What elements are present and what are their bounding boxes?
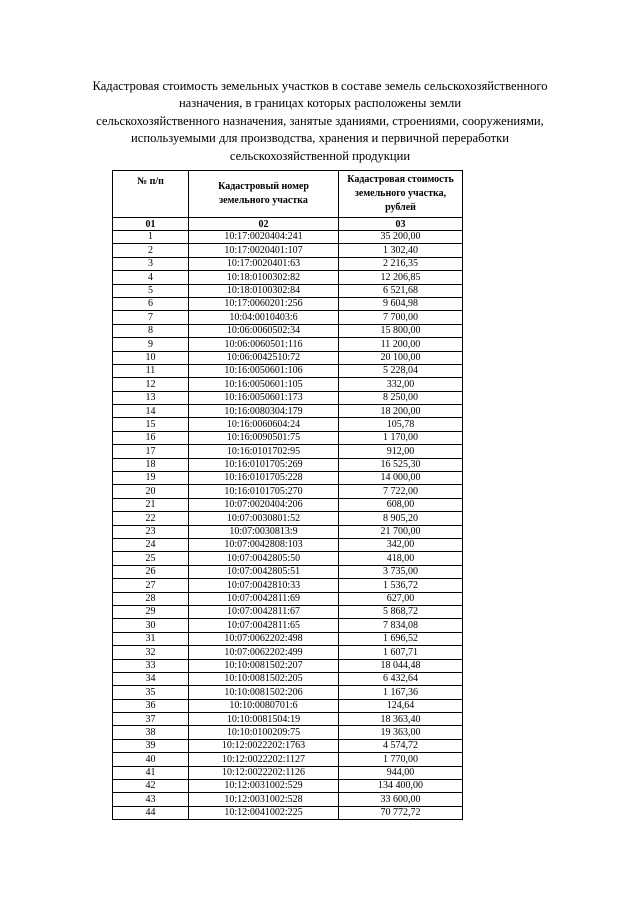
cadastral-number: 10:12:0022202:1127 xyxy=(189,753,339,766)
row-number: 22 xyxy=(113,512,189,525)
row-number: 34 xyxy=(113,672,189,685)
table-row xyxy=(113,458,463,471)
table-row xyxy=(113,472,463,485)
title-line: назначения, в границах которых расположены земли xyxy=(178,96,462,111)
row-number: 38 xyxy=(113,726,189,739)
cadastral-value: 134 400,00 xyxy=(339,780,463,793)
table-row xyxy=(113,324,463,337)
row-number: 28 xyxy=(113,592,189,605)
table-row xyxy=(113,498,463,511)
row-number: 43 xyxy=(113,793,189,806)
cadastral-number: 10:07:0042811:69 xyxy=(189,592,339,605)
cadastral-number: 10:06:0060501:116 xyxy=(189,338,339,351)
cadastral-number: 10:10:0081504:19 xyxy=(189,713,339,726)
cadastral-number: 10:16:0050601:106 xyxy=(189,364,339,377)
cadastral-value: 124,64 xyxy=(339,699,463,712)
cadastral-number: 10:07:0062202:498 xyxy=(189,632,339,645)
cadastral-value: 912,00 xyxy=(339,445,463,458)
row-number: 11 xyxy=(113,364,189,377)
table-row xyxy=(113,646,463,659)
cadastral-number: 10:10:0081502:205 xyxy=(189,672,339,685)
cadastral-value: 6 432,64 xyxy=(339,672,463,685)
table-row xyxy=(113,793,463,806)
cadastral-number: 10:16:0060604:24 xyxy=(189,418,339,431)
cadastral-value: 14 000,00 xyxy=(339,472,463,485)
cadastral-number: 10:06:0042510:72 xyxy=(189,351,339,364)
row-number: 8 xyxy=(113,324,189,337)
cadastral-value: 9 604,98 xyxy=(339,297,463,310)
table-row xyxy=(113,284,463,297)
cadastral-value: 1 536,72 xyxy=(339,579,463,592)
table-row xyxy=(113,565,463,578)
row-number: 13 xyxy=(113,391,189,404)
cadastral-value: 342,00 xyxy=(339,538,463,551)
table-row xyxy=(113,338,463,351)
cadastral-number: 10:16:0101705:269 xyxy=(189,458,339,471)
row-number: 23 xyxy=(113,525,189,538)
cadastral-number: 10:07:0042808:103 xyxy=(189,538,339,551)
cadastral-number: 10:07:0030801:52 xyxy=(189,512,339,525)
row-number: 5 xyxy=(113,284,189,297)
table-row xyxy=(113,364,463,377)
table-row xyxy=(113,431,463,444)
table-row xyxy=(113,672,463,685)
title-line: Кадастровая стоимость земельных участков в составе земель сельскохозяйственного xyxy=(92,79,548,93)
row-number: 12 xyxy=(113,378,189,391)
cadastral-value: 608,00 xyxy=(339,498,463,511)
table-row xyxy=(113,538,463,551)
cadastral-number: 10:12:0022202:1126 xyxy=(189,766,339,779)
cadastral-number: 10:12:0041002:225 xyxy=(189,806,339,819)
cadastral-value: 12 206,85 xyxy=(339,271,463,284)
row-number: 40 xyxy=(113,753,189,766)
cadastral-value: 105,78 xyxy=(339,418,463,431)
row-number: 31 xyxy=(113,632,189,645)
cadastral-number: 10:10:0100209:75 xyxy=(189,726,339,739)
cadastral-number: 10:06:0060502:34 xyxy=(189,324,339,337)
row-number: 37 xyxy=(113,713,189,726)
row-number: 32 xyxy=(113,646,189,659)
row-number: 1 xyxy=(113,231,189,244)
title-line: сельскохозяйственного назначения, занятые зданиями, строениями, сооружениями, xyxy=(96,113,544,128)
cadastral-number: 10:07:0042811:65 xyxy=(189,619,339,632)
row-number: 36 xyxy=(113,699,189,712)
table-row xyxy=(113,552,463,565)
cadastral-number: 10:16:0090501:75 xyxy=(189,431,339,444)
cadastral-value: 20 100,00 xyxy=(339,351,463,364)
cadastral-number: 10:16:0101702:95 xyxy=(189,445,339,458)
cadastral-value: 16 525,30 xyxy=(339,458,463,471)
row-number: 26 xyxy=(113,565,189,578)
cadastral-number: 10:16:0050601:105 xyxy=(189,378,339,391)
cadastral-value: 627,00 xyxy=(339,592,463,605)
cadastral-value-table xyxy=(112,170,463,820)
cadastral-number: 10:16:0050601:173 xyxy=(189,391,339,404)
table-row xyxy=(113,806,463,819)
cadastral-value: 15 800,00 xyxy=(339,324,463,337)
cadastral-value: 8 905,20 xyxy=(339,512,463,525)
cadastral-value: 1 170,00 xyxy=(339,431,463,444)
row-number: 18 xyxy=(113,458,189,471)
row-number: 2 xyxy=(113,244,189,257)
table-row xyxy=(113,659,463,672)
table-row xyxy=(113,686,463,699)
row-number: 29 xyxy=(113,605,189,618)
table-body xyxy=(113,231,463,820)
row-number: 14 xyxy=(113,405,189,418)
row-number: 27 xyxy=(113,579,189,592)
cadastral-value: 35 200,00 xyxy=(339,231,463,244)
column-code: 03 xyxy=(339,218,463,231)
table-row xyxy=(113,766,463,779)
cadastral-value: 18 044,48 xyxy=(339,659,463,672)
table-row xyxy=(113,231,463,244)
row-number: 20 xyxy=(113,485,189,498)
cadastral-value: 8 250,00 xyxy=(339,391,463,404)
table-row xyxy=(113,351,463,364)
table-row xyxy=(113,605,463,618)
table-row xyxy=(113,713,463,726)
title-line: сельскохозяйственной продукции xyxy=(229,148,411,163)
row-number: 10 xyxy=(113,351,189,364)
row-number: 9 xyxy=(113,338,189,351)
row-number: 25 xyxy=(113,552,189,565)
cadastral-value: 11 200,00 xyxy=(339,338,463,351)
table-row xyxy=(113,753,463,766)
cadastral-number: 10:17:0060201:256 xyxy=(189,297,339,310)
cadastral-value: 1 607,71 xyxy=(339,646,463,659)
table-row xyxy=(113,271,463,284)
cadastral-number: 10:12:0031002:529 xyxy=(189,780,339,793)
cadastral-number: 10:07:0062202:499 xyxy=(189,646,339,659)
cadastral-number: 10:07:0042805:50 xyxy=(189,552,339,565)
cadastral-number: 10:12:0031002:528 xyxy=(189,793,339,806)
title-line: используемыми для производства, хранения и первичной переработки xyxy=(131,131,509,146)
cadastral-value: 4 574,72 xyxy=(339,739,463,752)
row-number: 16 xyxy=(113,431,189,444)
cadastral-number: 10:16:0101705:270 xyxy=(189,485,339,498)
table-row xyxy=(113,378,463,391)
row-number: 21 xyxy=(113,498,189,511)
row-number: 35 xyxy=(113,686,189,699)
cadastral-number: 10:10:0081502:206 xyxy=(189,686,339,699)
row-number: 30 xyxy=(113,619,189,632)
cadastral-value: 1 167,36 xyxy=(339,686,463,699)
cadastral-number: 10:18:0100302:82 xyxy=(189,271,339,284)
cadastral-number: 10:07:0042811:67 xyxy=(189,605,339,618)
row-number: 4 xyxy=(113,271,189,284)
cadastral-number: 10:07:0030813:9 xyxy=(189,525,339,538)
table-row xyxy=(113,699,463,712)
column-header-cadastral-value: Кадастровая стоимость земельного участка, рублей xyxy=(339,171,463,218)
table-row xyxy=(113,244,463,257)
cadastral-value: 5 228,04 xyxy=(339,364,463,377)
cadastral-value: 19 363,00 xyxy=(339,726,463,739)
table-row xyxy=(113,297,463,310)
cadastral-value: 418,00 xyxy=(339,552,463,565)
row-number: 24 xyxy=(113,538,189,551)
column-code: 01 xyxy=(113,218,189,231)
cadastral-value: 7 700,00 xyxy=(339,311,463,324)
row-number: 17 xyxy=(113,445,189,458)
table-row xyxy=(113,780,463,793)
cadastral-value: 18 363,40 xyxy=(339,713,463,726)
cadastral-number: 10:10:0081502:207 xyxy=(189,659,339,672)
cadastral-value: 5 868,72 xyxy=(339,605,463,618)
column-header-cadastral-number: Кадастровый номер земельного участка xyxy=(189,171,339,218)
row-number: 3 xyxy=(113,257,189,270)
cadastral-number: 10:16:0080304:179 xyxy=(189,405,339,418)
cadastral-value: 1 302,40 xyxy=(339,244,463,257)
cadastral-value: 2 216,35 xyxy=(339,257,463,270)
cadastral-value: 18 200,00 xyxy=(339,405,463,418)
cadastral-value: 944,00 xyxy=(339,766,463,779)
row-number: 39 xyxy=(113,739,189,752)
row-number: 7 xyxy=(113,311,189,324)
table-row xyxy=(113,257,463,270)
row-number: 41 xyxy=(113,766,189,779)
row-number: 33 xyxy=(113,659,189,672)
cadastral-number: 10:17:0020401:107 xyxy=(189,244,339,257)
table-row xyxy=(113,525,463,538)
cadastral-number: 10:04:0010403:6 xyxy=(189,311,339,324)
cadastral-number: 10:10:0080701:6 xyxy=(189,699,339,712)
cadastral-number: 10:17:0020401:63 xyxy=(189,257,339,270)
table-row xyxy=(113,311,463,324)
table-row xyxy=(113,485,463,498)
cadastral-value: 3 735,00 xyxy=(339,565,463,578)
table-row xyxy=(113,726,463,739)
cadastral-number: 10:18:0100302:84 xyxy=(189,284,339,297)
table-row xyxy=(113,579,463,592)
cadastral-value: 33 600,00 xyxy=(339,793,463,806)
table-row xyxy=(113,405,463,418)
table-row xyxy=(113,632,463,645)
cadastral-value: 1 770,00 xyxy=(339,753,463,766)
table-row xyxy=(113,592,463,605)
cadastral-number: 10:07:0020404:206 xyxy=(189,498,339,511)
cadastral-value: 21 700,00 xyxy=(339,525,463,538)
row-number: 6 xyxy=(113,297,189,310)
table-row xyxy=(113,391,463,404)
cadastral-value: 6 521,68 xyxy=(339,284,463,297)
cadastral-value: 7 834,08 xyxy=(339,619,463,632)
cadastral-number: 10:16:0101705:228 xyxy=(189,472,339,485)
row-number: 15 xyxy=(113,418,189,431)
cadastral-number: 10:17:0020404:241 xyxy=(189,231,339,244)
cadastral-number: 10:12:0022202:1763 xyxy=(189,739,339,752)
cadastral-value: 70 772,72 xyxy=(339,806,463,819)
cadastral-number: 10:07:0042810:33 xyxy=(189,579,339,592)
table-row xyxy=(113,418,463,431)
cadastral-value: 7 722,00 xyxy=(339,485,463,498)
document-title xyxy=(60,78,580,165)
table-row xyxy=(113,619,463,632)
table-row xyxy=(113,445,463,458)
cadastral-value: 332,00 xyxy=(339,378,463,391)
row-number: 19 xyxy=(113,472,189,485)
table-row xyxy=(113,512,463,525)
row-number: 42 xyxy=(113,780,189,793)
cadastral-value: 1 696,52 xyxy=(339,632,463,645)
table-row xyxy=(113,739,463,752)
cadastral-number: 10:07:0042805:51 xyxy=(189,565,339,578)
column-code: 02 xyxy=(189,218,339,231)
column-header-number: № п/п xyxy=(113,171,189,218)
table-header-row xyxy=(113,171,463,218)
row-number: 44 xyxy=(113,806,189,819)
column-codes-row xyxy=(113,218,463,231)
